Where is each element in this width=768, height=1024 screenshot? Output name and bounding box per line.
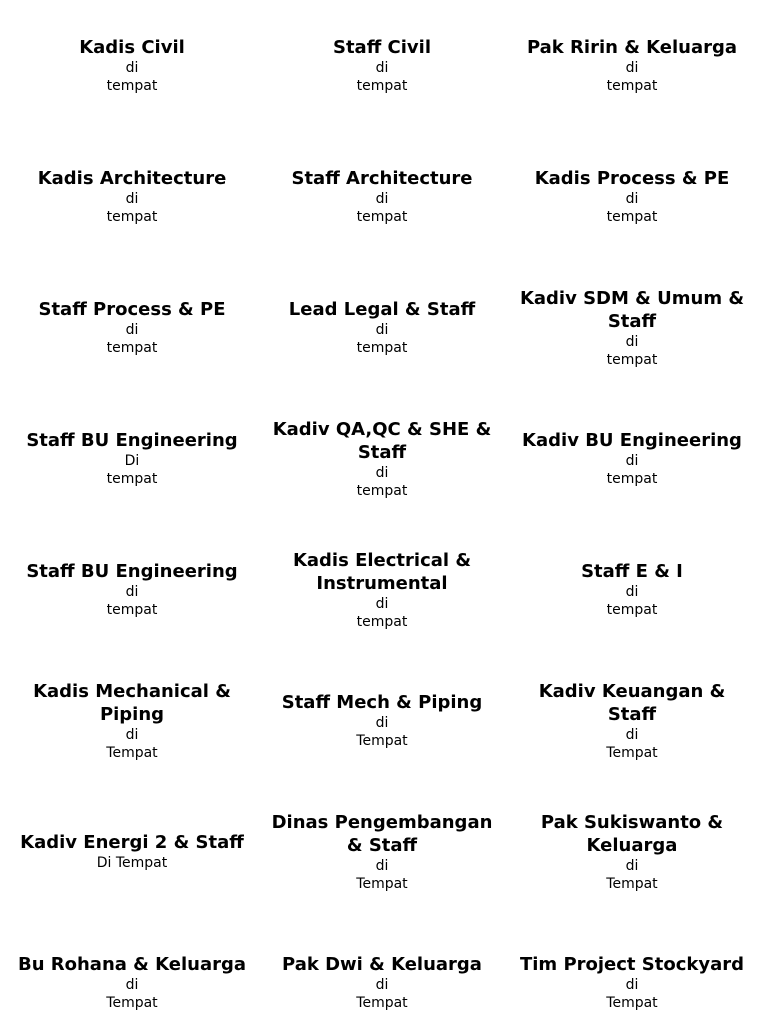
recipient-name: Kadiv SDM & Umum & Staff: [519, 287, 745, 332]
recipient-name: Staff BU Engineering: [26, 430, 238, 451]
address-line: Di: [124, 453, 140, 469]
address-line: tempat: [356, 340, 408, 356]
address-line: di: [375, 191, 389, 207]
recipient-name: Dinas Pengembangan & Staff: [271, 811, 493, 856]
address-label: [7, 262, 257, 393]
address-line: tempat: [356, 209, 408, 225]
address-line: tempat: [606, 351, 658, 368]
address-line: tempat: [106, 471, 158, 487]
recipient-name: Staff Mech & Piping: [281, 692, 483, 713]
address-line: Tempat: [356, 875, 408, 892]
address-label: [507, 655, 757, 786]
address-label: [257, 655, 507, 786]
address-label: [507, 917, 757, 1024]
address-label: [7, 917, 257, 1024]
address-label: [507, 786, 757, 917]
address-label: [257, 393, 507, 524]
recipient-name: Kadiv QA,QC & SHE & Staff: [272, 418, 492, 463]
address-line: di: [125, 322, 139, 338]
address-line: tempat: [106, 78, 158, 94]
address-line: tempat: [106, 209, 158, 225]
address-line: di: [375, 60, 389, 76]
address-label: [257, 131, 507, 262]
recipient-name: Kadis Architecture: [37, 168, 227, 189]
address-line: di: [375, 715, 389, 731]
recipient-name: Staff E & I: [581, 561, 683, 582]
address-label: [507, 524, 757, 655]
address-label: [7, 393, 257, 524]
address-label: [507, 131, 757, 262]
address-label: [7, 786, 257, 917]
recipient-name: Kadis Electrical & Instrumental: [292, 549, 472, 594]
address-line: tempat: [356, 78, 408, 94]
address-label: [7, 524, 257, 655]
address-line: di: [375, 322, 389, 338]
address-line: di: [375, 857, 389, 874]
address-line: di: [125, 60, 139, 76]
recipient-name: Kadis Civil: [79, 37, 185, 58]
address-label: [7, 655, 257, 786]
recipient-name: Bu Rohana & Keluarga: [17, 954, 247, 975]
address-label: [507, 393, 757, 524]
address-line: Tempat: [606, 995, 658, 1011]
address-line: di: [625, 977, 639, 993]
recipient-name: Kadis Process & PE: [534, 168, 730, 189]
address-line: di: [375, 595, 389, 612]
recipient-name: Kadiv Energi 2 & Staff: [20, 832, 244, 853]
address-line: tempat: [356, 482, 408, 499]
address-line: Tempat: [606, 744, 658, 761]
address-line: tempat: [606, 209, 658, 225]
address-line: tempat: [606, 78, 658, 94]
recipient-name: Kadiv BU Engineering: [522, 430, 742, 451]
address-line: di: [125, 191, 139, 207]
address-label: [257, 524, 507, 655]
recipient-name: Staff Architecture: [291, 168, 473, 189]
address-line: Di Tempat: [96, 855, 168, 871]
address-line: Tempat: [606, 875, 658, 892]
recipient-name: Staff BU Engineering: [26, 561, 238, 582]
address-line: Tempat: [106, 995, 158, 1011]
address-label: [7, 0, 257, 131]
address-line: di: [125, 726, 139, 743]
address-label: [257, 262, 507, 393]
address-line: Tempat: [356, 995, 408, 1011]
address-line: di: [625, 191, 639, 207]
address-line: tempat: [106, 602, 158, 618]
recipient-name: Tim Project Stockyard: [519, 954, 745, 975]
address-label: [257, 786, 507, 917]
address-label: [507, 0, 757, 131]
recipient-name: Kadiv Keuangan & Staff: [538, 680, 726, 725]
address-line: tempat: [606, 602, 658, 618]
address-label: [257, 0, 507, 131]
recipient-name: Pak Sukiswanto & Keluarga: [540, 811, 724, 856]
address-line: di: [375, 464, 389, 481]
recipient-name: Kadis Mechanical & Piping: [33, 680, 231, 725]
recipient-name: Pak Ririn & Keluarga: [526, 37, 738, 58]
address-line: tempat: [356, 613, 408, 630]
address-line: tempat: [606, 471, 658, 487]
recipient-name: Staff Process & PE: [38, 299, 226, 320]
recipient-name: Pak Dwi & Keluarga: [282, 954, 482, 975]
address-label: [507, 262, 757, 393]
address-line: di: [375, 977, 389, 993]
address-line: di: [625, 333, 639, 350]
address-line: tempat: [106, 340, 158, 356]
address-label: [257, 917, 507, 1024]
address-line: di: [625, 453, 639, 469]
address-line: di: [625, 584, 639, 600]
recipient-name: Staff Civil: [332, 37, 431, 58]
address-line: di: [625, 857, 639, 874]
address-line: di: [625, 60, 639, 76]
address-line: Tempat: [356, 733, 408, 749]
address-label: [7, 131, 257, 262]
recipient-name: Lead Legal & Staff: [288, 299, 476, 320]
address-line: di: [125, 977, 139, 993]
address-line: di: [125, 584, 139, 600]
address-line: Tempat: [106, 744, 158, 761]
address-line: di: [625, 726, 639, 743]
